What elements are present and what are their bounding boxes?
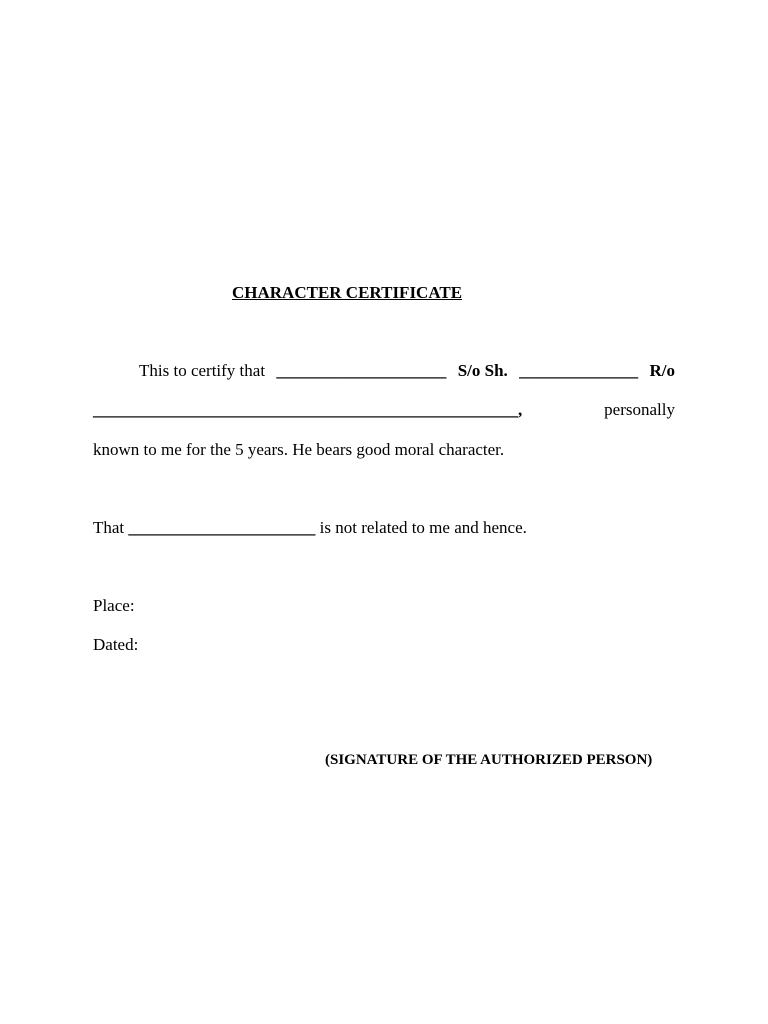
certify-intro-text: This to certify that bbox=[139, 361, 266, 380]
father-name-blank: ______________ bbox=[519, 361, 639, 380]
certificate-title: CHARACTER CERTIFICATE bbox=[232, 283, 463, 302]
not-related-name-blank: ______________________ bbox=[128, 518, 316, 537]
signature-label: (SIGNATURE OF THE AUTHORIZED PERSON) bbox=[325, 752, 653, 768]
son-of-label: S/o Sh. bbox=[457, 361, 508, 380]
known-line: known to me for the 5 years. He bears good moral character. bbox=[93, 440, 505, 459]
name-blank: ____________________ bbox=[276, 361, 447, 380]
place-label: Place: bbox=[93, 596, 135, 615]
address-blank: __________________________________________________, bbox=[93, 400, 523, 419]
dated-label: Dated: bbox=[93, 635, 139, 654]
not-related-text: is not related to me and hence. bbox=[319, 518, 527, 537]
that-text: That bbox=[93, 518, 125, 537]
address-line bbox=[93, 400, 675, 420]
certify-line bbox=[93, 361, 675, 381]
resident-of-label: R/o bbox=[649, 361, 675, 380]
personally-text: personally bbox=[604, 400, 675, 419]
not-related-line bbox=[93, 518, 527, 538]
